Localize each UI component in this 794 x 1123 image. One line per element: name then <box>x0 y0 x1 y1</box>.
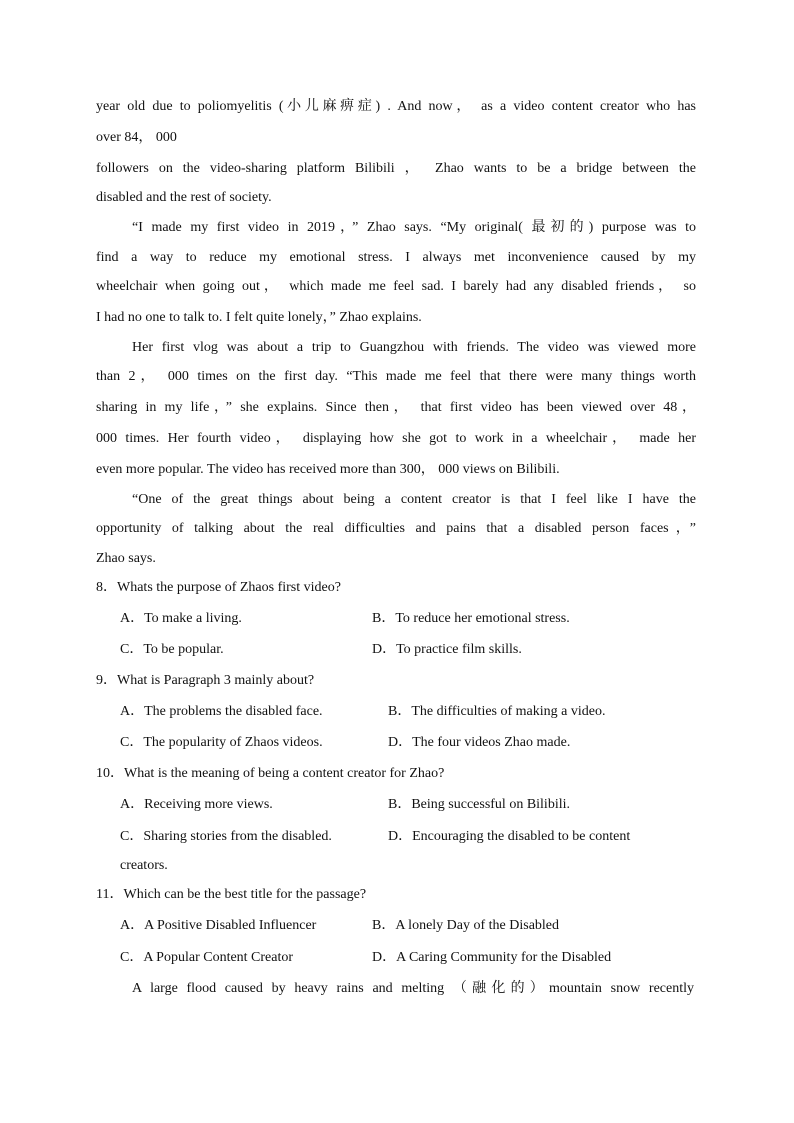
passage-line: wheelchair when going out， which made me feel sad. I barely had any disabled friends， so <box>96 279 696 294</box>
question-stem: 10．What is the meaning of being a content creator for Zhao? <box>96 766 445 781</box>
passage-line: over 84， 000 <box>96 130 177 145</box>
passage-line: “One of the great things about being a content creator is that I feel like I have the <box>132 492 696 507</box>
option-a: A．Receiving more views. <box>120 797 273 812</box>
option-c: C．A Popular Content Creator <box>120 950 294 965</box>
option-a: A．To make a living. <box>120 611 242 626</box>
option-d-continued: creators. <box>120 858 168 873</box>
next-passage-line: A large flood caused by heavy rains and melting （融化的）mountain snow recently <box>132 981 694 996</box>
option-c: C．The popularity of Zhaos videos. <box>120 735 323 750</box>
option-b: B．Being successful on Bilibili. <box>388 797 570 812</box>
passage-line: Her first vlog was about a trip to Guangzhou with friends. The video was viewed more <box>132 340 696 355</box>
passage-line: “I made my first video in 2019，” Zhao says. “My original( 最初的) purpose was to <box>132 220 696 235</box>
passage-line: 000 times. Her fourth video， displaying how she got to work in a wheelchair， made her <box>96 431 696 446</box>
question-stem: 8．Whats the purpose of Zhaos first video? <box>96 580 341 595</box>
passage-line: sharing in my life，” she explains. Since then， that first video has been viewed over 48， <box>96 400 696 415</box>
passage-line: Zhao says. <box>96 551 156 566</box>
passage-line: even more popular. The video has received more than 300， 000 views on Bilibili. <box>96 462 560 477</box>
option-d: D．To practice film skills. <box>372 642 522 657</box>
question-stem: 11．Which can be the best title for the passage? <box>96 887 367 902</box>
passage-line: than 2， 000 times on the first day. “This made me feel that there were many things worth <box>96 369 696 384</box>
option-d: D．The four videos Zhao made. <box>388 735 571 750</box>
option-a: A．The problems the disabled face. <box>120 704 323 719</box>
passage-line: I had no one to talk to. I felt quite lonely，” Zhao explains. <box>96 310 422 325</box>
passage-line: followers on the video-sharing platform Bilibili ， Zhao wants to be a bridge between the <box>96 161 696 176</box>
option-d: D．A Caring Community for the Disabled <box>372 950 612 965</box>
passage-line: disabled and the rest of society. <box>96 190 272 205</box>
question-stem: 9．What is Paragraph 3 mainly about? <box>96 673 315 688</box>
option-b: B．A lonely Day of the Disabled <box>372 918 560 933</box>
passage-line: year old due to poliomyelitis (小儿麻痹症) . And now， as a video content creator who has <box>96 99 696 114</box>
passage-line: opportunity of talking about the real difficulties and pains that a disabled person faces，” <box>96 521 696 536</box>
option-a: A．A Positive Disabled Influencer <box>120 918 317 933</box>
option-d: D．Encouraging the disabled to be content <box>388 829 631 844</box>
option-c: C．To be popular. <box>120 642 224 657</box>
option-c: C．Sharing stories from the disabled. <box>120 829 332 844</box>
passage-line: find a way to reduce my emotional stress. I always met inconvenience caused by my <box>96 250 696 265</box>
option-b: B．The difficulties of making a video. <box>388 704 606 719</box>
option-b: B．To reduce her emotional stress. <box>372 611 570 626</box>
